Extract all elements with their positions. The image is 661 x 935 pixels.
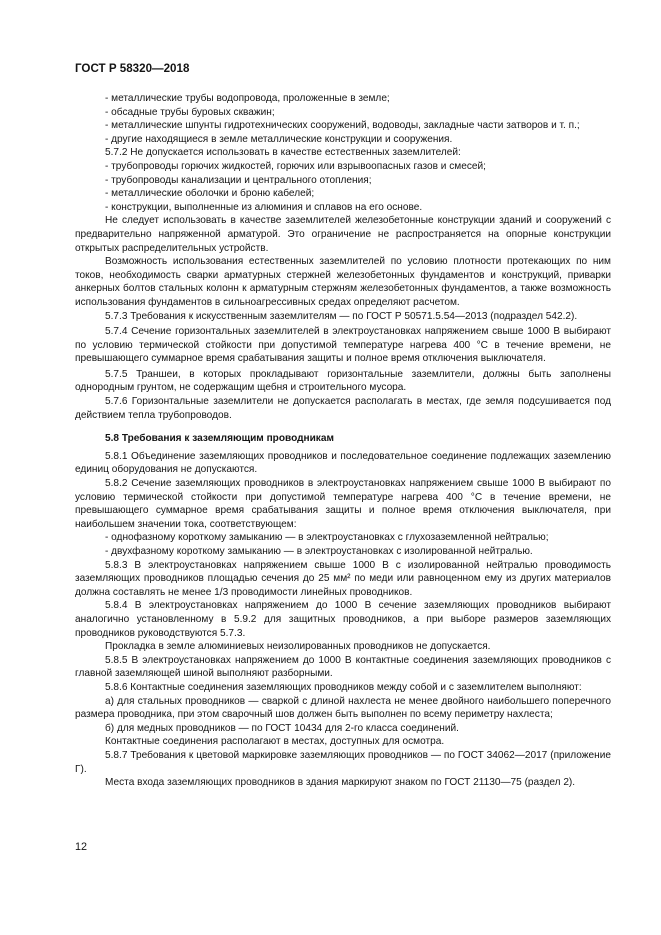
- paragraph: - другие находящиеся в земле металлические конструкции и сооружения.: [105, 133, 453, 145]
- paragraph: 5.8.5 В электроустановках напряжением до 1000 В контактные соединения заземляющих проводников с главной заземляющей шиной выполняют разборными.: [75, 654, 611, 680]
- paragraph: 5.7.2 Не допускается использовать в качестве естественных заземлителей:: [105, 147, 461, 159]
- section-heading: 5.8 Требования к заземляющим проводникам: [105, 433, 334, 445]
- paragraph: - обсадные трубы буровых скважин;: [105, 106, 275, 118]
- paragraph: 5.7.6 Горизонтальные заземлители не допускается располагать в местах, где земля подсушивается под действием тепла трубопроводов.: [75, 396, 611, 421]
- page-header: ГОСТ Р 58320—2018: [75, 62, 190, 75]
- paragraph: - двухфазному короткому замыканию — в электроустановках с изолированной нейтралью.: [105, 546, 533, 557]
- paragraph: 5.8.4 В электроустановках напряжением до 1000 В сечение заземляющих проводников выбирают аналогично установленному в 5.9.2 для защитных проводников, а при выборе размеров заземляющих проводников руководствуются 5.7.3.: [75, 600, 611, 639]
- paragraph: - однофазному короткому замыканию — в электроустановках с глухозаземленной нейтралью;: [105, 532, 549, 544]
- paragraph: - металлические трубы водопровода, проложенные в земле;: [105, 93, 390, 104]
- paragraph: 5.7.3 Требования к искусственным заземлителям — по ГОСТ Р 50571.5.54—2013 (подраздел 542.2).: [105, 310, 578, 322]
- paragraph: б) для медных проводников — по ГОСТ 10434 для 2-го класса соединений.: [105, 722, 459, 734]
- paragraph: Прокладка в земле алюминиевых неизолированных проводников не допускается.: [105, 641, 491, 653]
- paragraph: Не следует использовать в качестве заземлителей железобетонные конструкции зданий и сооружений с предварительно напряженной арматурой. Это ограничение не распространяется на опорные конструкции открытых распределительных устройств.: [75, 215, 611, 254]
- paragraph: Места входа заземляющих проводников в здания маркируют знаком по ГОСТ 21130—75 (раздел 2).: [105, 777, 576, 789]
- page-number: 12: [75, 841, 88, 853]
- paragraph: - трубопроводы канализации и центрального отопления;: [105, 174, 372, 186]
- paragraph: - металлические шпунты гидротехнических сооружений, водоводы, закладные части затворов и т. п.;: [105, 120, 580, 132]
- document-body: [75, 92, 611, 790]
- paragraph: Контактные соединения располагают в местах, доступных для осмотра.: [105, 736, 445, 748]
- paragraph: 5.8.6 Контактные соединения заземляющих проводников между собой и с заземлителем выполняют:: [105, 681, 582, 693]
- paragraph: Возможность использования естественных заземлителей по условию плотности протекающих по ним токов, необходимость сварки арматурных стержней железобетонных фундаментов и конструкций, приварки анкерных болтов стальных колонн к арматурным стержням железобетонных фундаментов, а также возможность использования фундаментов в сильноагрессивных средах определяют расчетом.: [75, 256, 611, 308]
- paragraph: 5.8.7 Требования к цветовой маркировке заземляющих проводников — по ГОСТ 34062—2017 (приложение Г).: [75, 749, 611, 775]
- paragraph: а) для стальных проводников — сваркой с длиной нахлеста не менее двойного наибольшего поперечного размера проводника, при этом сварочный шов должен быть выполнен по всему периметру нахлеста;: [75, 695, 611, 721]
- paragraph: 5.8.2 Сечение заземляющих проводников в электроустановках напряжением свыше 1000 В выбирают по условию термической стойкости при допустимой температуре нагрева 400 °С в течение времени, не превышающего суммарное время срабатывания защиты и полное время отключения выключателя, при наибольшем значении тока, соответствующем:: [75, 478, 611, 530]
- paragraph: 5.7.5 Траншеи, в которых прокладывают горизонтальные заземлители, должны быть заполнены однородным грунтом, не содержащим щебня и строительного мусора.: [75, 368, 611, 394]
- paragraph: 5.7.4 Сечение горизонтальных заземлителей в электроустановках напряжением свыше 1000 В выбирают по условию термической стойкости при допустимой температуре нагрева 400 °С в течение времени, не превышающего суммарное время срабатывания защиты и полное время отключения выключателя.: [75, 326, 611, 365]
- paragraph: 5.8.1 Объединение заземляющих проводников и последовательное соединение подлежащих заземлению единиц оборудования не допускаются.: [75, 450, 611, 476]
- paragraph: - конструкции, выполненные из алюминия и сплавов на его основе.: [105, 201, 423, 213]
- paragraph: - трубопроводы горючих жидкостей, горючих или взрывоопасных газов и смесей;: [105, 160, 486, 172]
- paragraph: - металлические оболочки и броню кабелей;: [105, 188, 315, 200]
- paragraph: 5.8.3 В электроустановках напряжением свыше 1000 В с изолированной нейтралью проводимость заземляющих проводников площадью сечения до 25 мм² по меди или равноценном ему из других материалов должна составлять не менее 1/3 проводимости линейных проводников.: [75, 559, 611, 598]
